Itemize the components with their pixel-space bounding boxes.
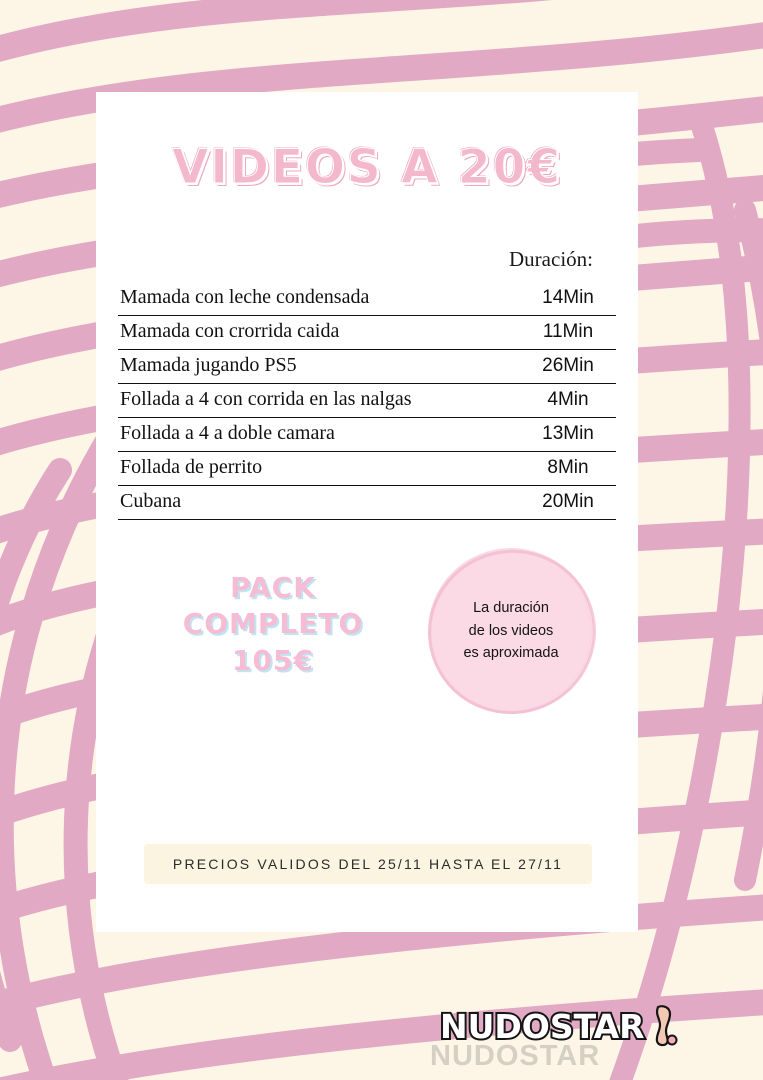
- video-name: Mamada jugando PS5: [120, 354, 297, 376]
- table-row: [118, 452, 616, 486]
- table-row: [118, 282, 616, 316]
- video-duration: 13Min: [542, 423, 594, 444]
- video-name: Mamada con leche condensada: [120, 286, 370, 308]
- video-name: Follada de perrito: [120, 456, 263, 478]
- table-row: [118, 316, 616, 350]
- video-duration: 11Min: [542, 321, 594, 342]
- page-title: VIDEOS A 20€: [172, 140, 562, 195]
- duration-column-header: Duración:: [509, 247, 593, 271]
- pack-line-3: 105€: [232, 643, 314, 677]
- video-duration: 20Min: [542, 491, 594, 512]
- validity-text: PRECIOS VALIDOS DEL 25/11 HASTA EL 27/11: [172, 856, 564, 872]
- table-row: [118, 384, 616, 418]
- video-duration: 14Min: [542, 287, 594, 308]
- video-price-table: [118, 282, 616, 520]
- watermark-logo-text: NUDOSTAR: [440, 1006, 645, 1046]
- poster-card: [96, 92, 638, 932]
- note-line-3: es aproximada: [463, 645, 559, 662]
- video-duration: 4Min: [547, 389, 589, 410]
- video-name: Mamada con crorrida caida: [120, 320, 340, 342]
- note-line-2: de los videos: [468, 622, 554, 639]
- pack-completo-price: [178, 570, 368, 679]
- watermark-faint: NUDOSTAR: [430, 1040, 601, 1072]
- duration-note-text: [432, 552, 590, 710]
- pack-line-2: COMPLETO: [182, 607, 364, 641]
- note-line-1: La duración: [473, 600, 549, 617]
- table-row: [118, 350, 616, 384]
- video-name: Cubana: [120, 490, 182, 512]
- video-duration: 26Min: [542, 355, 594, 376]
- video-duration: 8Min: [547, 457, 589, 478]
- duration-note-badge: [432, 552, 590, 710]
- pack-line-1: PACK: [230, 571, 316, 604]
- watermark-logo: [440, 1005, 679, 1047]
- validity-banner: [144, 844, 592, 884]
- table-row: [118, 486, 616, 520]
- table-row: [118, 418, 616, 452]
- video-name: Follada a 4 con corrida en las nalgas: [120, 388, 412, 410]
- video-name: Follada a 4 a doble camara: [120, 422, 335, 444]
- star-mark-icon: [649, 1005, 679, 1047]
